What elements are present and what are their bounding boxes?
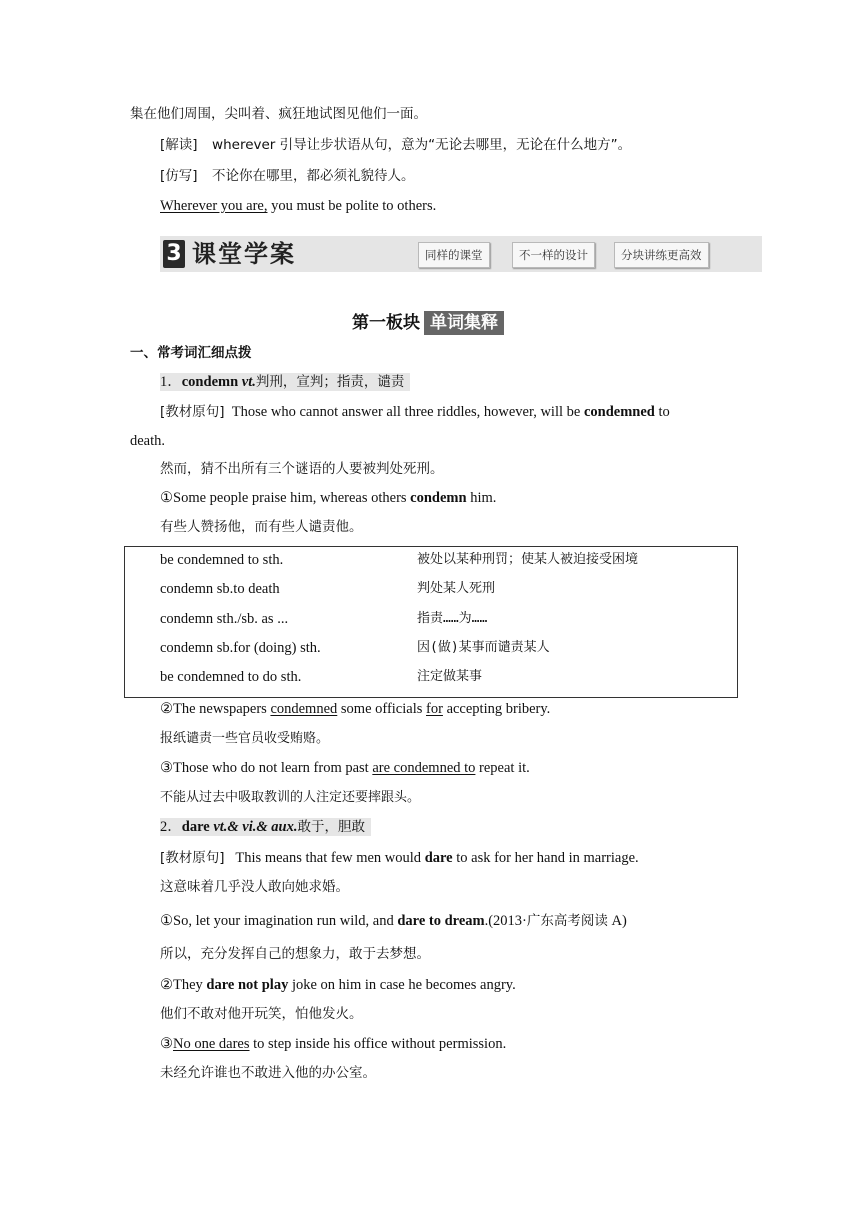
word1-source-cn: 然而，猜不出所有三个谜语的人要被判处死刑。 [160,461,444,477]
word2-ex1-cn: 所以，充分发挥自己的想象力，敢于去梦想。 [160,946,430,962]
word1-ex3-cn: 不能从过去中吸取教训的人注定还要摔跟头。 [160,790,421,805]
phrase-en: be condemned to sth. [160,552,284,568]
word1-ex2-b: some officials [337,701,427,717]
jiedu-tag: [解读] [160,137,198,153]
word1-example1 [160,488,496,508]
word2-example3 [160,1034,506,1054]
phrase-cn: 被处以某种刑罚；使某人被迫接受困境 [417,552,639,567]
word1-ex2-u1: condemned [270,701,338,717]
word1-source-b: to [654,404,670,420]
word1-ex3-b: repeat it. [475,760,530,776]
word1-ex2-a: ②The newspapers [160,701,271,717]
word1-ex1-b: him. [466,490,497,506]
banner-tag-efficient: 分块讲练更高效 [614,242,709,268]
word2-meaning: 敢于，胆敢 [297,819,365,835]
phrase-en: be condemned to do sth. [160,669,302,685]
phrase-cn: 注定做某事 [417,669,483,684]
word1-source-bold: condemned [583,404,655,420]
banner-tag-different-design: 不一样的设计 [512,242,595,268]
word1-source-line [160,402,670,422]
word1-source-tag: [教材原句] [160,404,225,420]
word2-source-a: This means that few men would [235,850,425,866]
word2-ex1-a: ①So, let your imagination run wild, and [160,913,398,929]
word2-number: 2． [160,819,182,835]
word1-ex3-u: are condemned to [372,760,476,776]
jiedu-line [160,135,631,155]
word2-ex3-cn: 未经允许谁也不敢进入他的办公室。 [160,1065,376,1081]
block-title [352,311,504,335]
word1-ex1-a: ①Some people praise him, whereas others [160,490,411,506]
fangxie-tag: [仿写] [160,168,198,184]
phrase-box [124,546,738,698]
word1-example2 [160,699,550,719]
word2-word: dare [181,819,210,835]
word2-ex1-src: 广东高考阅读 [526,913,608,929]
intro-line: 集在他们周围，尖叫着、疯狂地试图见他们一面。 [130,106,427,122]
phrase-cn: 判处某人死刑 [417,581,496,596]
block-title-part-a: 第一板块 [352,313,420,333]
word2-ex3-u: No one dares [173,1036,250,1052]
word2-ex1-bold: dare to dream [397,913,485,929]
word2-source-tag: [教材原句] [160,850,225,866]
word2-ex1-b: .(2013· [484,913,527,929]
word1-word: condemn [181,374,239,390]
word2-ex2-bold: dare not play [206,977,289,993]
word2-example2 [160,975,516,995]
phrase-en: condemn sb.to death [160,581,280,597]
phrase-en: condemn sth./sb. as ... [160,611,289,627]
block-title-part-b: 单词集释 [424,311,504,335]
word1-ex2-cn: 报纸谴责一些官员收受贿赂。 [160,731,330,746]
word1-pos: vt. [241,374,256,390]
word2-ex3-b: to step inside his office without permission. [249,1036,507,1052]
word1-number: 1． [160,374,182,390]
jiedu-text: wherever 引导让步状语从句，意为“无论去哪里，无论在什么地方”。 [212,137,632,153]
word1-ex2-u2: for [426,701,443,717]
word2-example1 [160,911,627,931]
phrase-en: condemn sb.for (doing) sth. [160,640,321,656]
fangxie-text: 不论你在哪里，都必须礼貌待人。 [212,168,415,184]
word2-source-bold: dare [424,850,453,866]
section-title: 课堂学案 [192,240,296,268]
fangxie-line [160,166,415,186]
section-number-badge: 3 [163,240,185,268]
word2-pos: vt.& vi.& aux. [213,819,298,835]
word2-ex2-a: ②They [160,977,207,993]
word1-ex3-a: ③Those who do not learn from past [160,760,373,776]
phrase-cn: 指责……为…… [417,611,488,626]
word1-source-a: Those who cannot answer all three riddles, however, will be [231,404,584,420]
word1-ex1-bold: condemn [410,490,467,506]
word2-source-line [160,848,639,868]
phrase-cn: 因(做)某事而谴责某人 [417,640,550,655]
word1-ex1-cn: 有些人赞扬他，而有些人谴责他。 [160,519,363,535]
banner-tag-same-class: 同样的课堂 [418,242,490,268]
word2-source-b: to ask for her hand in marriage. [452,850,639,866]
answer-underlined: Wherever you are, [160,198,268,214]
answer-line [160,196,436,216]
section-banner [160,236,762,272]
word1-source-cont: death. [130,433,166,449]
word2-ex3-a: ③ [160,1036,173,1052]
word2-ex1-c: A) [607,913,627,929]
word2-heading [160,817,371,837]
word1-ex2-c: accepting bribery. [442,701,551,717]
word1-example3 [160,758,530,778]
word2-source-cn: 这意味着几乎没人敢向她求婚。 [160,879,349,895]
section-heading: 一、常考词汇细点拨 [130,345,252,361]
word1-heading [160,372,410,392]
word2-ex2-cn: 他们不敢对他开玩笑，怕他发火。 [160,1006,363,1022]
answer-rest: you must be polite to others. [267,198,437,214]
word2-ex2-b: joke on him in case he becomes angry. [288,977,516,993]
word1-meaning: 判刑，宣判；指责，谴责 [255,374,405,390]
